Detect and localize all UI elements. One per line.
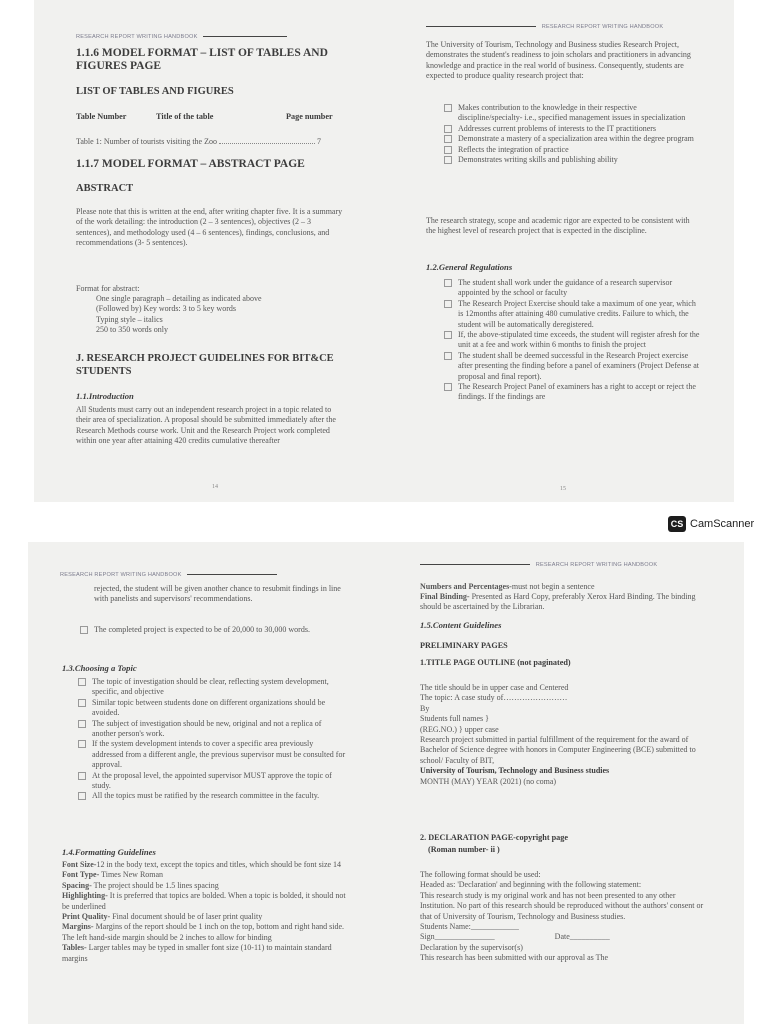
list-item: The completed project is expected to be of 20,000 to 30,000 words. <box>78 625 344 635</box>
month-year: MONTH (MAY) YEAR (2021) (no coma) <box>420 776 557 786</box>
heading-formatting: 1.4.Formatting Guidelines <box>62 847 156 857</box>
list-item: Demonstrates writing skills and publishing ability <box>442 155 700 165</box>
declaration-text: The following format should be used: Headed as: 'Declaration' and beginning with the following statement: This research study is my original work and has not been presented to any other Institution. No part of this research should be reproduced without the authors' consent or that of University of Tourism, Technology and Business studies. Students Name:____________ Sign_______________ Date__________ Declaration by the supervisor(s) This research has been submitted with our approval as The <box>420 870 710 964</box>
bullet-icon <box>444 331 452 339</box>
strategy-text: The research strategy, scope and academic rigor are expected to be consistent with the highest level of research project that is expected in the discipline. <box>426 216 690 236</box>
running-header: RESEARCH REPORT WRITING HANDBOOK <box>535 562 658 568</box>
bullet-icon <box>78 678 86 686</box>
format-line: 250 to 350 words only <box>96 325 168 335</box>
heading-content-guidelines: 1.5.Content Guidelines <box>420 620 502 630</box>
abstract-text: Please note that this is written at the end, after writing chapter five. It is a summary of the work detailing: the introduction (2 – 3 sentences), objectives (2 – 3 sentences), and methodology used (4 – 6 sentences), findings, conclusions, and recommendations (3- 5 sentences). <box>76 207 343 248</box>
format-list <box>96 294 346 336</box>
list-item: Demonstrate a mastery of a specialization area within the degree program <box>442 134 700 144</box>
header-rule <box>420 564 530 565</box>
bullet-icon <box>444 279 452 287</box>
list-item: The Research Project Panel of examiners has a right to accept or reject the findings. If the findings are <box>442 382 700 403</box>
list-item: The student shall be deemed successful in the Research Project exercise after presenting the finding before a panel of examiners (Project Defense at proposal and final report). <box>442 351 700 382</box>
header-rule <box>203 36 287 37</box>
page-15 <box>382 0 734 502</box>
camscanner-watermark <box>668 516 754 532</box>
format-item: Margins- Margins of the report should be 1 inch on the top, bottom and right hand side. The left hand-side margin should be 2 inches to allow for binding <box>62 922 345 942</box>
numbers-rule: Numbers and Percentages-must not begin a sentence <box>420 582 595 591</box>
format-label: Format for abstract: <box>76 284 140 293</box>
page-16 <box>28 542 380 1024</box>
format-line: One single paragraph – detailing as indicated above <box>96 294 262 303</box>
table-row <box>76 137 321 147</box>
heading-model-format-abstract: 1.1.7 MODEL FORMAT – ABSTRACT PAGE <box>76 158 305 170</box>
bullet-icon <box>78 740 86 748</box>
list-item: All the topics must be ratified by the research committee in the faculty. <box>76 791 346 801</box>
intro-text: The University of Tourism, Technology and Business studies Research Project, demonstrates the student's readiness to join scholars and practitioners in advancing knowledge and practice in the real world of business. Consequently, students are expected to produce quality research project that: <box>426 40 691 81</box>
header-rule <box>187 574 277 575</box>
regulation-bullets <box>442 278 700 403</box>
format-item: Highlighting- It is preferred that topics are bolded. When a topic is bolded, it should not be underlined <box>62 891 346 911</box>
formatting-list <box>62 860 352 964</box>
format-item: Font Type- Times New Roman <box>62 870 164 880</box>
topic-bullets <box>76 677 346 802</box>
heading-list-tables: LIST OF TABLES AND FIGURES <box>76 86 234 97</box>
list-item: If, the above-stipulated time exceeds, the student will register afresh for the unit at a fee and work within 6 months to finish the project <box>442 330 700 351</box>
format-line: (Followed by) Key words: 3 to 5 key words <box>96 304 236 314</box>
page-14 <box>34 0 382 502</box>
sign-date-line: Sign_______________ Date__________ <box>420 932 610 942</box>
title-page-lines: The title should be in upper case and Centered The topic: A case study of…………………… By Students full names } (REG.NO.) } upper case Research project submitted in partial fulfillment of the requirement for the award of Bachelor of Science degree with honors in Computer Engineering (BCE) submitted to school/ Faculty of BIT, University of Tourism, Technology and Business studies MONTH (MAY) YEAR (2021) (no coma) <box>420 683 710 787</box>
running-header: RESEARCH REPORT WRITING HANDBOOK <box>60 572 182 578</box>
running-header: RESEARCH REPORT WRITING HANDBOOK <box>76 34 198 40</box>
heading-title-page: 1.TITLE PAGE OUTLINE (not paginated) <box>420 658 571 667</box>
heading-preliminary: PRELIMINARY PAGES <box>420 641 508 650</box>
heading-roman: (Roman number- ii ) <box>428 845 500 854</box>
heading-guidelines: J. RESEARCH PROJECT GUIDELINES FOR BIT&CE STUDENTS <box>76 353 334 377</box>
list-item: Similar topic between students done on different organizations should be avoided. <box>76 698 346 719</box>
list-item: Reflects the integration of practice <box>442 145 700 155</box>
header-rule <box>426 26 536 27</box>
page-number: 14 <box>212 484 218 490</box>
heading-abstract: ABSTRACT <box>76 183 134 194</box>
heading-declaration: 2. DECLARATION PAGE-copyright page <box>420 833 568 842</box>
format-line: Typing style – italics <box>96 314 163 324</box>
camscanner-logo-icon: CS <box>668 516 686 532</box>
list-item: Addresses current problems of interests to the IT practitioners <box>442 124 700 134</box>
col-page: Page number <box>286 112 333 121</box>
page-17 <box>380 542 744 1024</box>
heading-choosing-topic: 1.3.Choosing a Topic <box>62 663 137 673</box>
page-number: 15 <box>560 486 566 492</box>
list-item: Makes contribution to the knowledge in their respective discipline/specialty- i.e., specified management issues in specialization <box>442 103 700 124</box>
quality-bullets <box>442 103 700 165</box>
col-title: Title of the table <box>156 112 214 121</box>
binding-rule: Final Binding- Presented as Hard Copy, preferably Xerox Hard Binding. The binding should be ascertained by the Librarian. <box>420 592 696 612</box>
scan-divider <box>0 510 768 540</box>
bullet-icon <box>444 352 452 360</box>
table-row-title: Table 1: Number of tourists visiting the Zoo <box>76 137 217 146</box>
table-row-page: 7 <box>316 137 321 146</box>
rejected-text: rejected, the student will be given another chance to resubmit findings in line with panelists and supervisors' recommendations. <box>94 584 341 604</box>
heading-general-regulations: 1.2.General Regulations <box>426 262 513 272</box>
bullet-icon <box>444 125 452 133</box>
list-item: The Research Project Exercise should take a maximum of one year, which is 12months after attaining 480 cumulative credits. Failure to which, the student will be automatically deregistered. <box>442 299 700 330</box>
bullet-icon <box>80 626 88 634</box>
bullet-icon <box>444 156 452 164</box>
heading-introduction: 1.1.Introduction <box>76 391 134 401</box>
intro-text: All Students must carry out an independent research project in a topic related to their area of specialization. A proposal should be submitted immediately after the Research Methods course work. Unit and the Research Project work completed within one year after attaining 420 credits cumulative thereafter <box>76 405 336 446</box>
heading-model-format-tables: 1.1.6 MODEL FORMAT – LIST OF TABLES AND FIGURES PAGE <box>76 47 328 72</box>
bullet-icon <box>78 772 86 780</box>
format-item: Print Quality- Final document should be of laser print quality <box>62 912 263 922</box>
format-item: Font Size-12 in the body text, except the topics and titles, which should be font size 14 <box>62 860 342 869</box>
col-table-number: Table Number <box>76 112 127 121</box>
list-item: The student shall work under the guidance of a research supervisor appointed by the school or faculty <box>442 278 700 299</box>
bullet-icon <box>444 135 452 143</box>
list-item: If the system development intends to cover a specific area previously addressed from a different angle, the previous supervisor must be consulted for approval. <box>76 739 346 770</box>
bullet-icon <box>444 104 452 112</box>
format-item: Spacing- The project should be 1.5 lines spacing <box>62 880 219 890</box>
university-name: University of Tourism, Technology and Business studies <box>420 766 610 776</box>
bullet-icon <box>78 699 86 707</box>
bullet-icon <box>444 300 452 308</box>
bullet-icon <box>444 146 452 154</box>
list-item: The topic of investigation should be clear, reflecting system development, specific, and objective <box>76 677 346 698</box>
camscanner-label: CamScanner <box>690 518 755 530</box>
students-name-line: Students Name:____________ <box>420 922 519 932</box>
supervisor-declaration: Declaration by the supervisor(s) <box>420 942 523 952</box>
list-item: At the proposal level, the appointed supervisor MUST approve the topic of study. <box>76 771 346 792</box>
bullet-icon <box>78 720 86 728</box>
format-item: Tables- Larger tables may be typed in smaller font size (10-11) to maintain standard margins <box>62 943 332 963</box>
list-item: The subject of investigation should be new, original and not a replica of another person's work. <box>76 719 346 740</box>
running-header: RESEARCH REPORT WRITING HANDBOOK <box>541 24 664 30</box>
approval-line: This research has been submitted with our approval as The <box>420 953 609 963</box>
bullet-icon <box>444 383 452 391</box>
bullet-icon <box>78 792 86 800</box>
